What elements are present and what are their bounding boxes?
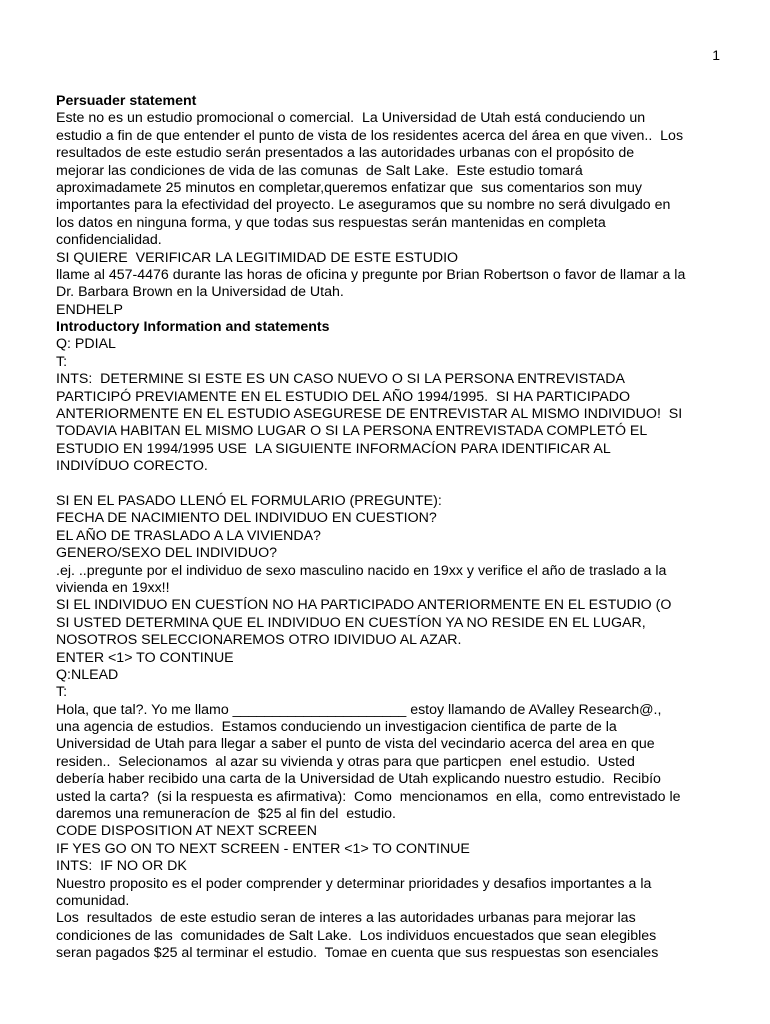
- text-line: ENDHELP: [56, 301, 124, 318]
- text-line: vivienda en 19xx!!: [56, 579, 170, 596]
- page-number: 1: [712, 47, 720, 63]
- text-line: aproximadamete 25 minutos en completar,queremos enfatizar que sus comentarios son muy: [56, 179, 642, 196]
- text-line: los datos en ninguna forma, y que todas sus respuestas serán mantenidas en completa: [56, 214, 606, 231]
- text-line: SI EN EL PASADO LLENÓ EL FORMULARIO (PREGUNTE):: [56, 492, 442, 509]
- text-line: CODE DISPOSITION AT NEXT SCREEN: [56, 823, 317, 840]
- text-line: T:: [56, 353, 68, 370]
- text-line: seran pagados $25 al terminar el estudio. Tomae en cuenta que sus respuestas son esenciales: [56, 945, 659, 962]
- text-line: Dr. Barbara Brown en la Universidad de Utah.: [56, 284, 344, 301]
- text-line: FECHA DE NACIMIENTO DEL INDIVIDUO EN CUESTION?: [56, 510, 437, 527]
- text-line: confidencialidad.: [56, 232, 162, 249]
- text-line: resultados de este estudio serán presentados a las autoridades urbanas con el propósito de: [56, 145, 635, 162]
- blank-line: [56, 476, 736, 493]
- text-line: importantes para la efectividad del proyecto. Le aseguramos que su nombre no será divulgado en: [56, 197, 671, 214]
- text-line: SI EL INDIVIDUO EN CUESTÍON NO HA PARTICIPADO ANTERIORMENTE EN EL ESTUDIO (O: [56, 597, 672, 614]
- text-line: Hola, que tal?. Yo me llamo ______________________ estoy llamando de AValley Research@.,: [56, 701, 662, 718]
- text-line: llame al 457-4476 durante las horas de oficina y pregunte por Brian Robertson o favor de llamar a la: [56, 266, 686, 283]
- text-line: PARTICIPÓ PREVIAMENTE EN EL ESTUDIO DEL AÑO 1994/1995. SI HA PARTICIPADO: [56, 388, 630, 405]
- text-line: IF YES GO ON TO NEXT SCREEN - ENTER <1> TO CONTINUE: [56, 840, 470, 857]
- section-heading: Persuader statement: [56, 93, 197, 109]
- text-line: Q: PDIAL: [56, 336, 116, 353]
- text-line: debería haber recibido una carta de la Universidad de Utah explicando nuestro estudio. Recibío: [56, 771, 661, 788]
- text-line: condiciones de las comunidades de Salt Lake. Los individuos encuestados que sean elegibles: [56, 927, 657, 944]
- text-line: SI USTED DETERMINA QUE EL INDIVIDUO EN CUESTÍON YA NO RESIDE EN EL LUGAR,: [56, 614, 646, 631]
- text-line: usted la carta? (si la respuesta es afirmativa): Como mencionamos en ella, como entrevistado le: [56, 788, 681, 805]
- text-line: NOSOTROS SELECCIONAREMOS OTRO IDIVIDUO AL AZAR.: [56, 632, 462, 649]
- text-line: Los resultados de este estudio seran de interes a las autoridades urbanas para mejorar las: [56, 910, 636, 927]
- text-line: TODAVIA HABITAN EL MISMO LUGAR O SI LA PERSONA ENTREVISTADA COMPLETÓ EL: [56, 423, 648, 440]
- text-line: INDIVÍDUO CORECTO.: [56, 458, 208, 475]
- text-line: estudio a fin de que entender el punto de vista de los residentes acerca del área en que viven.. Los: [56, 127, 684, 144]
- text-line: INTS: IF NO OR DK: [56, 858, 187, 875]
- text-line: EL AÑO DE TRASLADO A LA VIVIENDA?: [56, 527, 321, 544]
- text-line: INTS: DETERMINE SI ESTE ES UN CASO NUEVO O SI LA PERSONA ENTREVISTADA: [56, 371, 625, 388]
- text-line: comunidad.: [56, 892, 130, 909]
- text-line: Universidad de Utah para llegar a saber el punto de vista del vecindario acerca del area en que: [56, 736, 655, 753]
- text-line: mejorar las condiciones de vida de las comunas de Salt Lake. Este estudio tomará: [56, 162, 583, 179]
- text-line: SI QUIERE VERIFICAR LA LEGITIMIDAD DE ESTE ESTUDIO: [56, 249, 459, 266]
- text-line: Q:NLEAD: [56, 666, 119, 683]
- section-heading: Introductory Information and statements: [56, 319, 330, 336]
- text-line: una agencia de estudios. Estamos conduciendo un investigacion cientifica de parte de la: [56, 719, 617, 736]
- text-line: Nuestro proposito es el poder comprender y determinar prioridades y desafios importantes a la: [56, 875, 652, 892]
- text-line: daremos una remuneracíon de $25 al fin del estudio.: [56, 806, 396, 823]
- document-body: [56, 93, 736, 963]
- text-line: residen.. Selecionamos al azar su vivienda y otras para que particpen enel estudio. Usted: [56, 753, 635, 770]
- text-line: T:: [56, 684, 68, 701]
- text-line: Este no es un estudio promocional o comercial. La Universidad de Utah está conduciendo un: [56, 110, 646, 127]
- text-line: .ej. ..pregunte por el individuo de sexo masculino nacido en 19xx y verifice el año de traslado a la: [56, 562, 667, 579]
- text-line: ESTUDIO EN 1994/1995 USE LA SIGUIENTE INFORMACÍON PARA IDENTIFICAR AL: [56, 440, 611, 457]
- text-line: ENTER <1> TO CONTINUE: [56, 649, 234, 666]
- text-line: GENERO/SEXO DEL INDIVIDUO?: [56, 545, 278, 562]
- text-line: ANTERIORMENTE EN EL ESTUDIO ASEGURESE DE ENTREVISTAR AL MISMO INDIVIDUO! SI: [56, 406, 683, 423]
